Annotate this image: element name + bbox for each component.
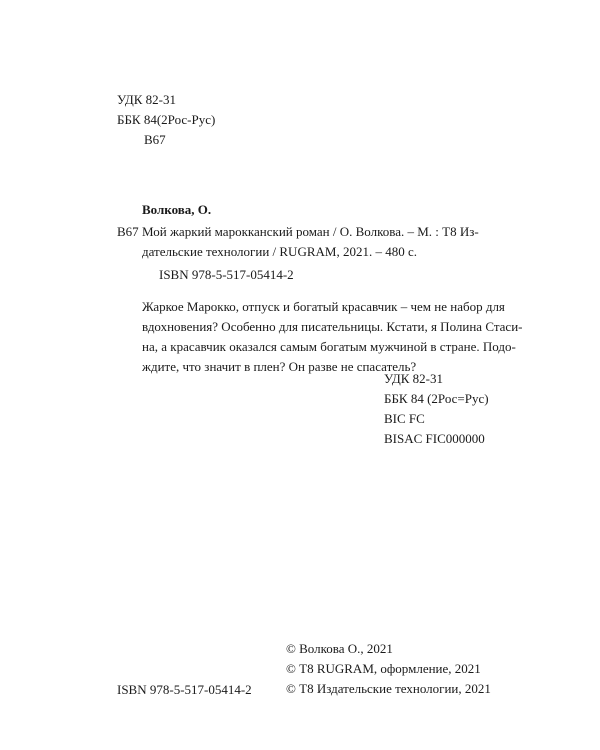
bib-line-1: Мой жаркий марокканский роман / О. Волкова. – М. : Т8 Из- — [142, 224, 479, 239]
copyright-author: © Волкова О., 2021 — [286, 641, 393, 656]
right-classification — [384, 369, 489, 449]
bib-author-mark: В67 — [117, 224, 139, 239]
annotation-line-3: на, а красавчик оказался самым богатым мужчиной в стране. Подо- — [142, 339, 516, 354]
copyright-design: © Т8 RUGRAM, оформление, 2021 — [286, 661, 481, 676]
udk-code-right: УДК 82-31 — [384, 371, 444, 386]
bbk-code-right: ББК 84 (2Рос=Рус) — [384, 391, 489, 406]
bibliographic-entry — [142, 222, 512, 262]
isbn-bottom: ISBN 978-5-517-05414-2 — [117, 682, 252, 697]
copyright-notices — [286, 639, 491, 699]
bisac-code: BISAC FIC000000 — [384, 431, 485, 446]
bib-line-2: дательские технологии / RUGRAM, 2021. – 480 с. — [142, 244, 417, 259]
copyright-publisher: © Т8 Издательские технологии, 2021 — [286, 681, 491, 696]
annotation-line-4: ждите, что значит в плен? Он разве не спасатель? — [142, 359, 417, 374]
bic-code: BIC FC — [384, 411, 425, 426]
isbn: ISBN 978-5-517-05414-2 — [159, 267, 294, 282]
bbk-code: ББК 84(2Рос-Рус) — [117, 112, 216, 127]
annotation-line-2: вдохновения? Особенно для писательницы. Кстати, я Полина Стаси- — [142, 319, 523, 334]
author-mark: В67 — [144, 132, 166, 147]
author-name: Волкова, О. — [142, 202, 212, 217]
header-classification — [117, 90, 215, 150]
annotation-line-1: Жаркое Марокко, отпуск и богатый красавчик – чем не набор для — [142, 299, 505, 314]
annotation — [142, 297, 523, 377]
udk-code: УДК 82-31 — [117, 92, 177, 107]
